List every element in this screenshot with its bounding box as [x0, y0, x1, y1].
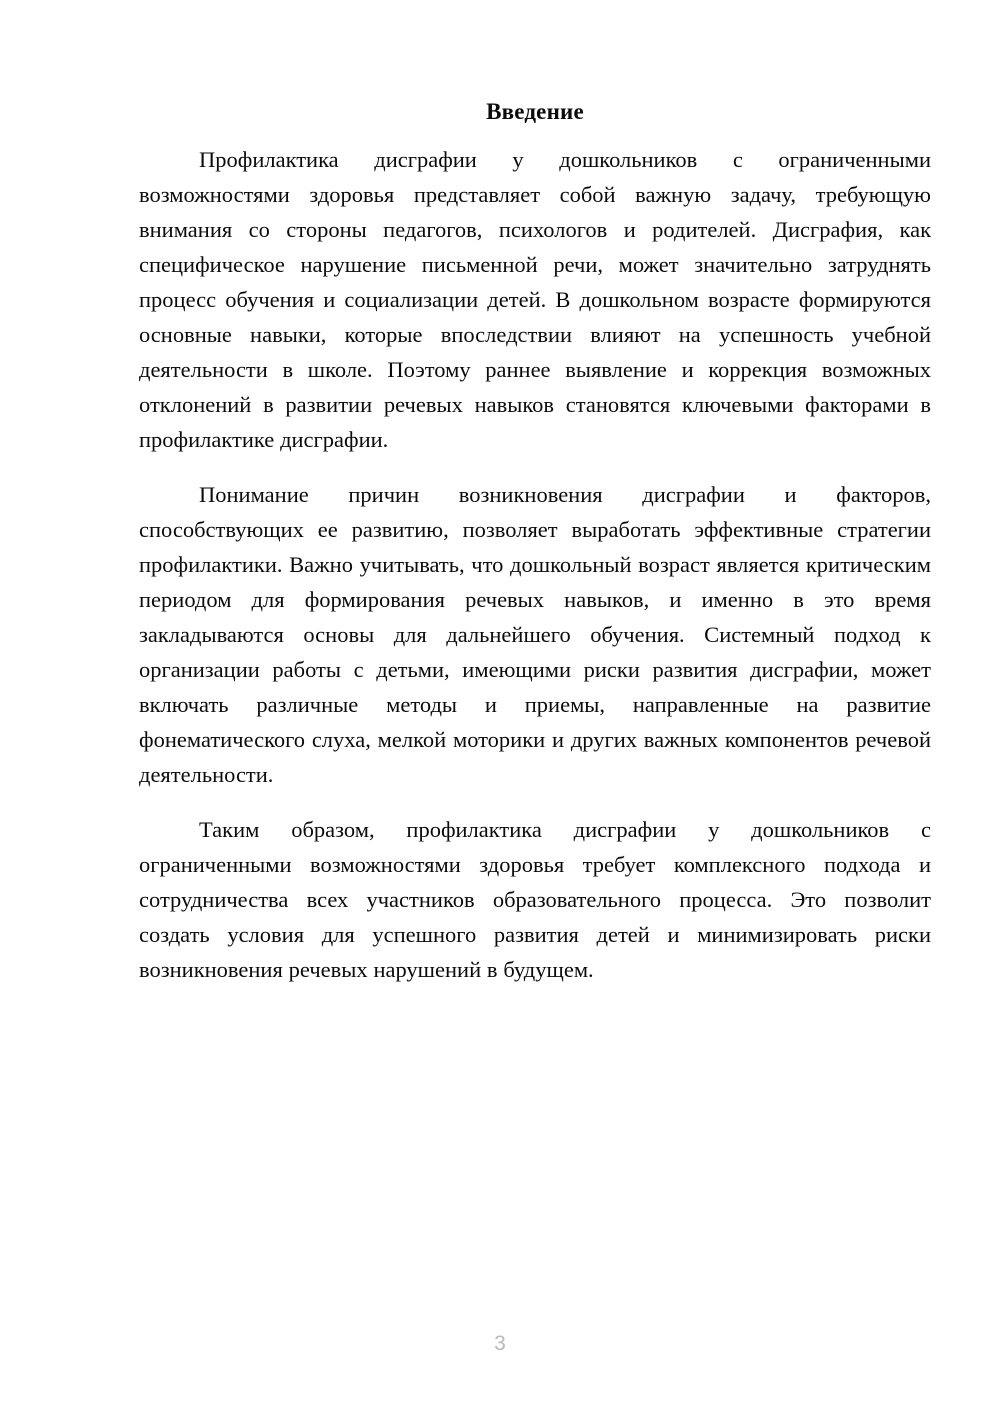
body-paragraph: Понимание причин возникновения дисграфии и факторов, способствующих ее развитию, позволяет выработать эффективные стратегии профилактики. Важно учитывать, что дошкольный возраст является критическим периодом для формирования речевых навыков, и именно в это время закладываются основы для дальнейшего обучения. Системный подход к организации работы с детьми, имеющими риски развития дисграфии, может включать различные методы и приемы, направленные на развитие фонематического слуха, мелкой моторики и других важных компонентов речевой деятельности.	[139, 482, 931, 787]
page-title: Введение	[486, 99, 584, 124]
body-paragraph: Профилактика дисграфии у дошкольников с ограниченными возможностями здоровья представляет собой важную задачу, требующую внимания со стороны педагогов, психологов и родителей. Дисграфия, как специфическое нарушение письменной речи, может значительно затруднять процесс обучения и социализации детей. В дошкольном возрасте формируются основные навыки, которые впоследствии влияют на успешность учебной деятельности в школе. Поэтому раннее выявление и коррекция возможных отклонений в развитии речевых навыков становятся ключевыми факторами в профилактике дисграфии.	[139, 147, 931, 452]
body-paragraph: Таким образом, профилактика дисграфии у дошкольников с ограниченными возможностями здоровья требует комплексного подхода и сотрудничества всех участников образовательного процесса. Это позволит создать условия для успешного развития детей и минимизировать риски возникновения речевых нарушений в будущем.	[139, 817, 931, 982]
page-number: 3	[494, 1332, 506, 1355]
document-text-block	[139, 0, 931, 987]
